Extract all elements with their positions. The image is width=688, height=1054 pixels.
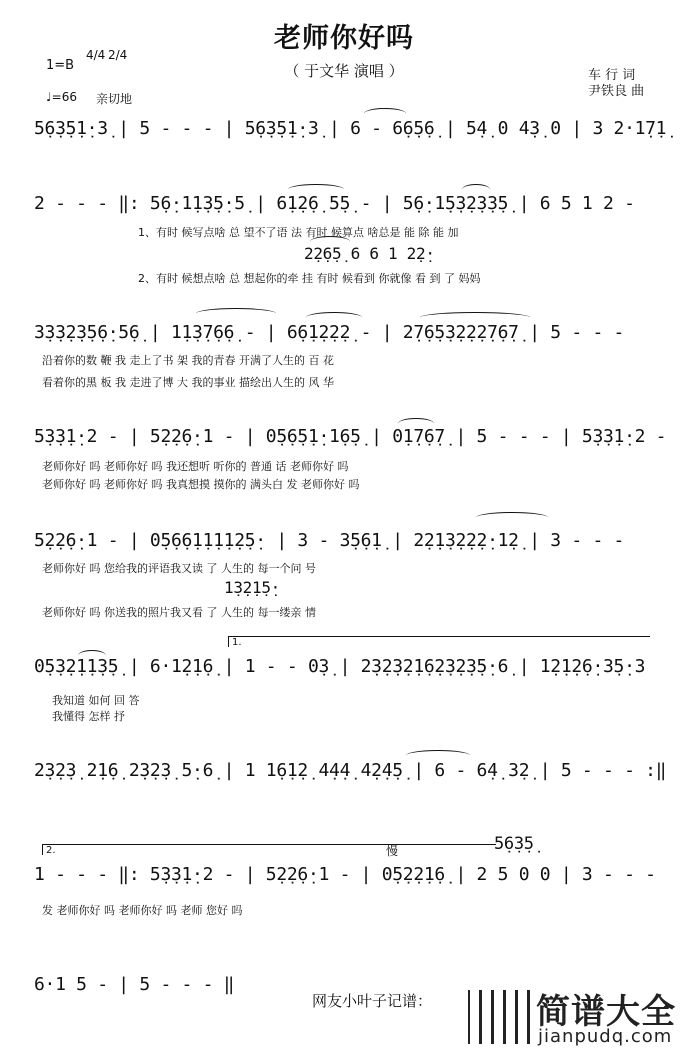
time-signature-2: 2/4 <box>108 48 128 62</box>
score-line-4: 5̣3̣3̣1̣·2 - | 5̣2̣2̣6̣·1 - | 0̣5̣6̣5̣1̣·1̣6̣5̣ | 0̣1̣7̣6̣7̣ | 5 - - - | 5̣3̣3̣1̣·2 - <box>34 426 667 447</box>
page-subtitle: （ 于文华 演唱 ） <box>284 62 404 80</box>
score-line-9: 6·1 5 - | 5 - - - ‖ <box>34 974 235 995</box>
slur <box>462 184 490 195</box>
lyric-line-8: 发 老师你好 吗 老师你好 吗 老师 您好 吗 <box>42 904 243 917</box>
score-line-2: 2 - - - ‖: 5̣6̣·1̣1̣3̣5̣·5̣ | 6̣1̣2̣6̣ 5̣5̣ - | 5̣6̣·1̣5̣3̣2̣3̣3̣5̣ | 6 5 1 2 - <box>34 193 635 214</box>
lyric-line-4-verse-1: 老师你好 吗 老师你好 吗 我还想听 听你的 普通 话 老师你好 吗 <box>42 460 349 473</box>
alt-notes-line-2: 2̣2̣6̣5̣ 6 6 1 2̣2̣· <box>304 244 435 263</box>
slur <box>306 312 362 323</box>
volta-first: 1. <box>228 636 650 647</box>
watermark-title: 简谱大全 <box>536 992 676 1032</box>
tempo-change-marking: 慢 <box>386 844 399 858</box>
lyric-line-5-verse-2: 老师你好 吗 你送我的照片我又看 了 人生的 每一缕亲 情 <box>42 606 316 619</box>
slur <box>476 512 548 523</box>
lyric-line-6-verse-1: 我知道 如何 回 答 <box>52 694 140 707</box>
lyric-line-3-verse-2: 看着你的黑 板 我 走进了博 大 我的事业 描绘出人生的 风 华 <box>42 376 334 389</box>
key-signature: 1=B <box>46 58 75 73</box>
slur <box>288 184 344 195</box>
slur <box>78 650 106 661</box>
slur <box>196 308 276 319</box>
score-line-1: 5̣6̣3̣5̣1̣·3̣ | 5 - - - | 5̣6̣3̣5̣1̣·3̣ | 6 - 6̣6̣5̣6̣ | 5̣4̣ 0 4̣3̣ 0 | 3 2·1̣7̣1̣ <box>34 118 667 139</box>
lyric-line-5-verse-1: 老师你好 吗 您给我的评语我又读 了 人生的 每一个问 号 <box>42 562 316 575</box>
score-line-8: 1 - - - ‖: 5̣3̣3̣1̣·2 - | 5̣2̣2̣6̣·1 - | 0̣5̣2̣2̣1̣6̣ | 2 5 0 0 | 3 - - - <box>34 864 656 885</box>
transcription-credit: 网友小叶子记谱： <box>312 992 433 1010</box>
pickup-notes: 5̣6̣3̣5̣ <box>494 834 534 854</box>
lyric-line-4-verse-2: 老师你好 吗 老师你好 吗 我真想摸 摸你的 满头白 发 老师你好 吗 <box>42 478 360 491</box>
piano-keys-icon <box>468 990 530 1044</box>
slur <box>364 108 406 119</box>
composer: 尹铁良 曲 <box>588 84 645 99</box>
lyric-line-6-verse-2: 我懂得 怎样 抒 <box>52 710 125 723</box>
lyric-line-2-verse-2: 2、有时 候想点啥 总 想起你的牵 挂 有时 候看到 你就像 看 到 了 妈妈 <box>138 272 481 285</box>
slur <box>406 750 470 761</box>
page-title: 老师你好吗 <box>274 23 414 54</box>
slur <box>420 312 530 323</box>
slur <box>310 236 350 247</box>
lyric-line-2-verse-1: 1、有时 候写点啥 总 望不了语 法 有时 候算点 啥总是 能 除 能 加 <box>138 226 459 239</box>
tempo-marking: ♩=66 <box>46 90 77 104</box>
lyricist: 车 行 词 <box>588 68 636 83</box>
score-line-3: 3̣3̣3̣2̣3̣5̣6̣·5̣6̣ | 1̣1̣3̣7̣6̣6̣ - | 6̣6̣1̣2̣2̣2̣ - | 2̣7̣6̣5̣3̣2̣2̣2̣7̣6̣7̣ | 5 - - - <box>34 322 625 343</box>
alt-notes-line-5: 1̣3̣2̣1̣5̣· <box>224 578 280 597</box>
slur <box>398 418 434 429</box>
time-signature-1: 4/4 <box>86 48 106 62</box>
score-line-6: 0̣5̣3̣2̣1̣1̣3̣5̣ | 6·1̣2̣1̣6̣ | 1 - - 0̣3̣ | 2̣3̣2̣3̣2̣1̣6̣2̣3̣2̣3̣5̣·6̣ | 1̣2̣1̣2̣6̣·3̣5̣·3 <box>34 656 646 677</box>
watermark-logo <box>468 982 684 1052</box>
volta-second: 2. <box>42 844 496 855</box>
watermark-url: jianpudq.com <box>538 1026 673 1047</box>
score-line-5: 5̣2̣2̣6̣·1 - | 0̣5̣6̣6̣1̣1̣1̣1̣2̣5̣· | 3 - 3̣5̣6̣1̣ | 2̣2̣1̣3̣2̣2̣2̣·1̣2̣ | 3 - - - <box>34 530 625 551</box>
expression-marking: 亲切地 <box>96 92 133 106</box>
lyric-line-3-verse-1: 沿着你的数 鞭 我 走上了书 架 我的青春 开满了人生的 百 花 <box>42 354 334 367</box>
score-line-7: 2̣3̣2̣3̣ 2̣1̣6̣ 2̣3̣2̣3̣ 5̣·6̣ | 1 1̣6̣1̣2̣ 4̣4̣4̣ 4̣2̣4̣5̣ | 6 - 6̣4̣ 3̣2̣ | 5 - - - :‖ <box>34 760 667 781</box>
